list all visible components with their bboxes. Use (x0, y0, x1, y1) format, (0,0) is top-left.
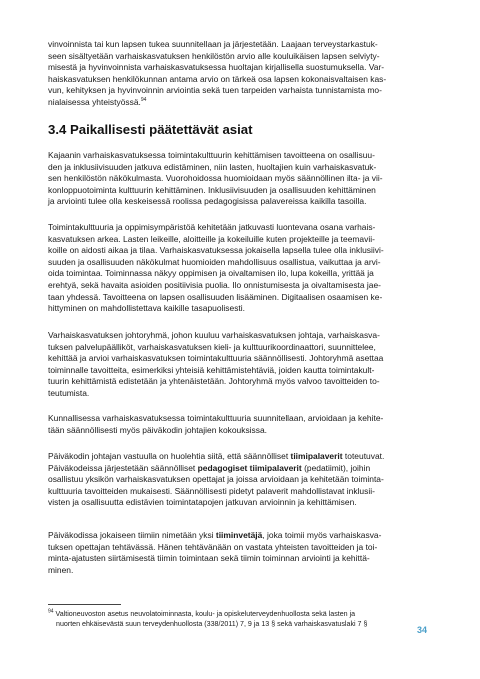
text-line (48, 97, 434, 109)
text-line: kulttuuria tavoitteiden mukaisesti. Säännöllisesti pidetyt palaverit mahdollistavat inklusii- (48, 485, 375, 496)
text-line: misestä ja hyvinvoinnista varhaiskasvatuksessa huoltajan kirjallisella suostumuksella. Var- (48, 62, 385, 73)
text-line: Kajaanin varhaiskasvatuksessa toimintakulttuurin kehittämisen tavoitteena on osallisuu- (48, 150, 375, 160)
paragraph-4 (48, 413, 434, 436)
text-line: teutumista. (48, 387, 90, 398)
text-fragment: Päiväkodissa jokaiseen tiimiin nimetään yksi (48, 530, 216, 540)
text-fragment: Päiväkodin johtajan vastuulla on huolehtia siitä, että säännölliset (48, 451, 291, 461)
text-line: kehittää ja arvioi varhaiskasvatuksen toimintakulttuuria säännöllisesti. Johtoryhmä asettaa (48, 353, 384, 364)
bold-term-tiiminvetaja: tiiminvetäjä (215, 530, 263, 540)
text-line: minen. (48, 564, 74, 575)
text-line: erehtyä, sekä havaita asioiden positiivisia puolia. Ilo onnistumisesta ja oivaltamisesta jae- (48, 279, 381, 290)
section-heading: 3.4 Paikallisesti päätettävät asiat (48, 122, 253, 137)
text-line: visten ja osallisuutta edistävien toimintatapojen jatkuvan arvioinnin ja kehittämisen. (48, 497, 357, 508)
paragraph-3 (48, 330, 434, 400)
text-line (48, 451, 434, 463)
text-line: hittyminen on mahdollistettava kaikille tasapuolisesti. (48, 303, 245, 314)
text-line (48, 463, 434, 475)
text-fragment: , joka toimii myös varhaiskasva- (262, 530, 382, 540)
text-line (48, 530, 434, 542)
footnote-reference: 94 (140, 97, 147, 104)
footnote (48, 610, 434, 629)
paragraph-2 (48, 222, 434, 315)
paragraph-5 (48, 451, 434, 509)
text-line: tuksen opettajan tehtävässä. Hänen tehtävänään on vastata yhteisten tavoitteiden ja toi- (48, 541, 378, 552)
footnote-number: 94 (48, 608, 54, 615)
text-line: toiminnalle tavoitteita, esimerkiksi yhteisiä kehittämistehtäviä, joiden kautta toimintakult- (48, 364, 375, 375)
page-number: 34 (417, 625, 428, 635)
text-line: osallistuu yksikön varhaiskasvatuksen opettajat ja joissa arvioidaan ja kehitetään toiminta- (48, 474, 384, 485)
text-line: vinvoinnista tai kun lapsen tukea suunnitellaan ja järjestetään. Laajaan terveystarkastuk- (48, 39, 378, 49)
footnote-divider (48, 604, 121, 605)
text-line: haiskasvatuksen henkilökunnan antama arvio on tärkeä osa lapsen kokonaisvaltaisen kas- (48, 73, 387, 84)
bold-term-pedagogiset-tiimipalaverit: pedagogiset tiimipalaverit (197, 462, 302, 473)
text-fragment: nialaisessa yhteistyössä. (48, 96, 141, 107)
text-fragment: Valtioneuvoston asetus neuvolatoiminnasta, koulu- ja opiskeluterveydenhuollosta sekä lasten ja (53, 610, 356, 618)
text-line: taan yhdessä. Tavoitteena on lapsen osallisuuden lisääminen. Digitaalisen osaamisen ke- (48, 291, 383, 302)
intro-paragraph (48, 39, 434, 109)
text-fragment: (pedatiimit), joihin (301, 462, 371, 473)
text-line: den ja inklusiivisuuden jatkuva edistäminen, niin lasten, huoltajien kuin varhaiskasvatuk- (48, 161, 377, 172)
paragraph-6 (48, 530, 434, 576)
text-line: konloppuotoiminta kulttuurin kehittäminen. Inklusiivisuuden ja osallisuuden kehittäminen (48, 184, 376, 195)
text-line: vun, kehityksen ja hyvinvoinnin arviointia sekä tuen tarpeiden varhaista tunnistamista mo- (48, 85, 382, 96)
bold-term-tiimipalaverit: tiimipalaverit (290, 451, 343, 461)
text-fragment: toteutuvat. (342, 451, 385, 461)
text-line: oida toimintaa. Toiminnassa näkyy oppimisen ja oivaltamisen ilo, lupa kokeilla, yrittää ja (48, 268, 374, 279)
text-line: sen henkilöstön näkökulmasta. Vuorohoidossa huomioidaan myös säännöllinen ilta- ja vii- (48, 173, 383, 184)
text-line: ja arviointi tulee olla keskeisessä roolissa pedagogisissa palavereissa kaikilla tasoilla. (48, 196, 367, 207)
text-line: tuksen palvelupäälliköt, varhaiskasvatuksen kieli- ja kulttuurikoordinaattori, suunnittelee, (48, 341, 376, 352)
text-fragment: Päiväkodeissa järjestetään säännölliset (48, 462, 198, 473)
paragraph-1 (48, 150, 434, 208)
text-line: kasvatuksen arkea. Lasten leikeille, aloitteille ja kokeiluille kuten projekteille ja teemavii- (48, 233, 375, 244)
footnote-line: nuorten ehkäisevästä suun terveydenhuollosta (338/2011) 7, 9 ja 13 § sekä varhaiskasvatuslaki 7 § (56, 619, 368, 628)
text-line: suuden ja osallisuuden näkökulmat huomioiden mahdollisuus osallistua, vaikuttaa ja arvi- (48, 256, 381, 267)
text-line: tään säännöllisesti myös päiväkodin johtajien kokouksissa. (48, 424, 268, 435)
text-line: Varhaiskasvatuksen johtoryhmä, johon kuuluu varhaiskasvatuksen johtaja, varhaiskasva- (48, 330, 380, 340)
text-line: seen sisältyetään varhaiskasvatuksen henkilöstön arvio alle kouluikäisen lapsen selviyty- (48, 50, 380, 61)
text-line: Kunnallisessa varhaiskasvatuksessa toimintakulttuuria suunnitellaan, arvioidaan ja kehite- (48, 413, 384, 423)
text-line: Toimintakulttuuria ja oppimisympäristöä kehitetään jatkuvasti luontevana osana varhais- (48, 222, 376, 232)
text-line: tuurin kehittämistä edistetään ja yhtenäistetään. Johtoryhmä myös valvoo tavoitteiden to- (48, 376, 380, 387)
text-line: minta-ajatusten siirtämisestä tiimin toimintaan sekä tiimin toiminnan arviointi ja kehittä- (48, 553, 370, 564)
footnote-line (48, 610, 434, 620)
text-line: koille on aidosti aikaa ja tilaa. Varhaiskasvatuksessa jokaisella lapsella tulee olla inklusiivi- (48, 245, 384, 256)
